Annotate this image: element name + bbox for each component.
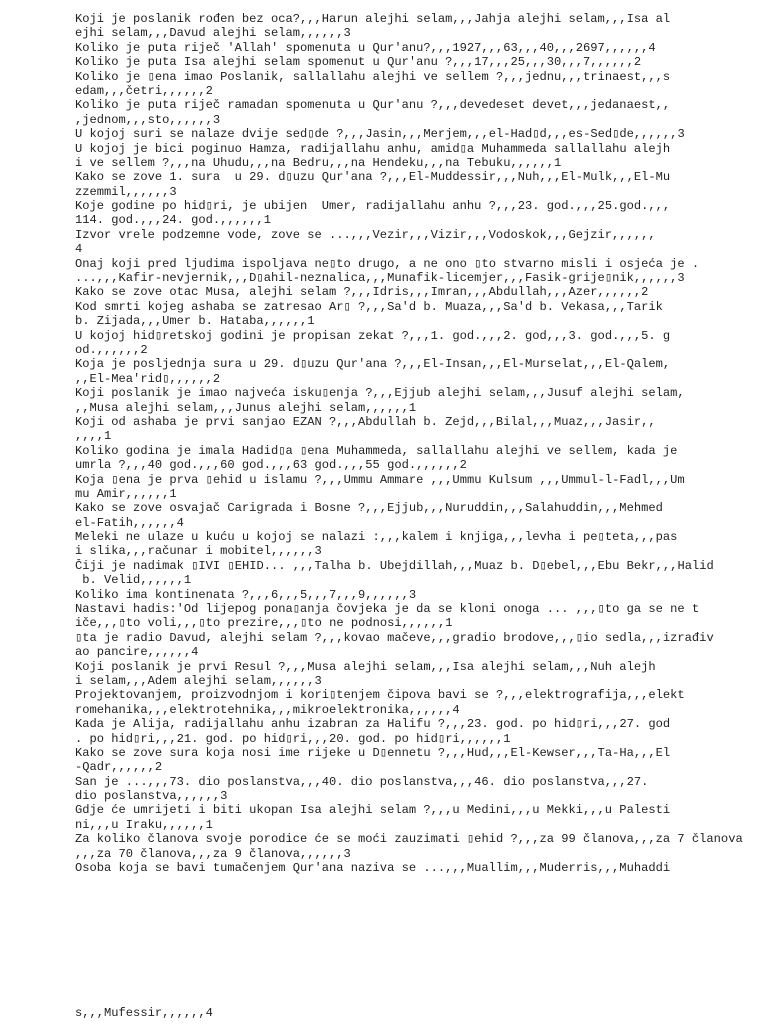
text-line: Koji od ashaba je prvi sanjao EZAN ?,,,Abdullah b. Zejd,,,Bilal,,,Muaz,,,Jasir,, xyxy=(75,414,656,429)
text-line: Koliko je puta riječ 'Allah' spomenuta u Qur'anu?,,,1927,,,63,,,40,,,2697,,,,,,4 xyxy=(75,40,656,55)
continuation-line: s,,,Mufessir,,,,,,4 xyxy=(75,1006,213,1020)
text-line: Kako se zove sura koja nosi ime rijeke u D▯ennetu ?,,,Hud,,,El-Kewser,,,Ta-Ha,,,El xyxy=(75,745,671,760)
text-line: Koliko godina je imala Hadid▯a ▯ena Muhammeda, sallallahu alejhi ve sellem, kada je xyxy=(75,443,678,458)
text-line: -Qadr,,,,,,2 xyxy=(75,760,163,775)
text-line: Koje godine po hid▯ri, je ubijen Umer, radijallahu anhu ?,,,23. god.,,,25.god.,,, xyxy=(75,199,671,214)
text-line: U kojoj suri se nalaze dvije sed▯de ?,,,Jasin,,,Merjem,,,el-Had▯d,,,es-Sed▯de,,,,,,3 xyxy=(75,127,685,142)
text-line: Koliko ima kontinenata ?,,,6,,,5,,,7,,,9,,,,,,3 xyxy=(75,587,417,602)
document-body xyxy=(75,12,765,875)
text-line: U kojoj je bici poginuo Hamza, radijallahu anhu, amid▯a Muhammeda sallallahu alejh xyxy=(75,141,671,156)
text-line: iče,,,▯to voli,,,▯to prezire,,,▯to ne podnosi,,,,,,1 xyxy=(75,616,453,631)
text-line: Za koliko članova svoje porodice će se moći zauzimati ▯ehid ?,,,za 99 članova,,,za 7 članova xyxy=(75,832,743,847)
text-line: Izvor vrele podzemne vode, zove se ...,,,Vezir,,,Vizir,,,Vodoskok,,,Gejzir,,,,,, xyxy=(75,227,656,242)
text-line: Meleki ne ulaze u kuću u kojoj se nalazi :,,,kalem i knjiga,,,levha i pe▯teta,,,pas xyxy=(75,530,678,545)
text-line: Koji poslanik je imao najveća isku▯enja ?,,,Ejjub alejhi selam,,,Jusuf alejhi selam, xyxy=(75,386,685,401)
text-line: Koji je poslanik rođen bez oca?,,,Harun alejhi selam,,,Jahja alejhi selam,,,Isa al xyxy=(75,12,671,26)
text-line: Gdje će umrijeti i biti ukopan Isa alejhi selam ?,,,u Medini,,,u Mekki,,,u Palesti xyxy=(75,803,671,818)
text-line: Čiji je nadimak ▯IVI ▯EHID... ,,,Talha b. Ubejdillah,,,Muaz b. D▯ebel,,,Ebu Bekr,,,Halid xyxy=(75,558,714,573)
text-line: . po hid▯ri,,,21. god. po hid▯ri,,,20. god. po hid▯ri,,,,,,1 xyxy=(75,731,511,746)
text-line: Koja je posljednja sura u 29. d▯uzu Qur'ana ?,,,El-Insan,,,El-Murselat,,,El-Qalem, xyxy=(75,357,671,372)
text-line: U kojoj hid▯retskoj godini je propisan zekat ?,,,1. god.,,,2. god,,,3. god.,,,5. g xyxy=(75,328,671,343)
text-line: ,,,za 70 članova,,,za 9 članova,,,,,,3 xyxy=(75,846,351,861)
text-line: Kako se zove 1. sura u 29. d▯uzu Qur'ana ?,,,El-Muddessir,,,Nuh,,,El-Mulk,,,El-Mu xyxy=(75,170,671,185)
text-line: ▯ta je radio Davud, alejhi selam ?,,,kovao mačeve,,,gradio brodove,,,▯io sedla,,,izrađiv xyxy=(75,630,714,645)
text-line: od.,,,,,,2 xyxy=(75,342,148,357)
text-line: ejhi selam,,,Davud alejhi selam,,,,,,3 xyxy=(75,26,351,41)
text-line: umrla ?,,,40 god.,,,60 god.,,,63 god.,,,55 god.,,,,,,2 xyxy=(75,458,467,473)
text-line: Kako se zove osvajač Carigrada i Bosne ?,,,Ejjub,,,Nuruddin,,,Salahuddin,,,Mehmed xyxy=(75,501,663,516)
text-line: Koliko je ▯ena imao Poslanik, sallallahu alejhi ve sellem ?,,,jednu,,,trinaest,,,s xyxy=(75,69,671,84)
text-line: ,,El-Mea'rid▯,,,,,,2 xyxy=(75,371,221,386)
text-line: i selam,,,Adem alejhi selam,,,,,,3 xyxy=(75,673,322,688)
text-line: el-Fatih,,,,,,4 xyxy=(75,515,184,530)
text-line: i ve sellem ?,,,na Uhudu,,,na Bedru,,,na Hendeku,,,na Tebuku,,,,,,1 xyxy=(75,155,562,170)
text-line: zzemmil,,,,,,3 xyxy=(75,184,177,199)
text-line: Koja ▯ena je prva ▯ehid u islamu ?,,,Ummu Ammare ,,,Ummu Kulsum ,,,Ummul-l-Fadl,,,Um xyxy=(75,472,685,487)
text-line: Osoba koja se bavi tumačenjem Qur'ana naziva se ...,,,Muallim,,,Muderris,,,Muhaddi xyxy=(75,861,671,876)
text-line: ...,,,Kafir-nevjernik,,,D▯ahil-neznalica,,,Munafik-licemjer,,,Fasik-grije▯nik,,,,,,3 xyxy=(75,271,685,286)
text-line: Koji poslanik je prvi Resul ?,,,Musa alejhi selam,,,Isa alejhi selam,,,Nuh alejh xyxy=(75,659,656,674)
text-line: Nastavi hadis:'Od lijepog pona▯anja čovjeka je da se kloni onoga ... ,,,▯to ga se ne t xyxy=(75,602,700,617)
text-line: Kod smrti kojeg ashaba se zatresao Ar▯ ?,,,Sa'd b. Muaza,,,Sa'd b. Vekasa,,,Tarik xyxy=(75,299,663,314)
text-line: 4 xyxy=(75,242,83,257)
text-line: b. Velid,,,,,,1 xyxy=(75,573,192,588)
text-line: ,,Musa alejhi selam,,,Junus alejhi selam,,,,,,1 xyxy=(75,400,417,415)
text-line: San je ...,,,73. dio poslanstva,,,40. dio poslanstva,,,46. dio poslanstva,,,27. xyxy=(75,774,649,789)
text-line: Projektovanjem, proizvodnjom i kori▯tenjem čipova bavi se ?,,,elektrografija,,,elekt xyxy=(75,688,685,703)
text-line: b. Zijada,,,Umer b. Hataba,,,,,,1 xyxy=(75,314,315,329)
text-line: ,,,,1 xyxy=(75,429,112,444)
text-line: Koliko je puta riječ ramadan spomenuta u Qur'anu ?,,,devedeset devet,,,jedanaest,, xyxy=(75,98,671,113)
text-line: mu Amir,,,,,,1 xyxy=(75,486,177,501)
text-line: Kako se zove otac Musa, alejhi selam ?,,,Idris,,,Imran,,,Abdullah,,,Azer,,,,,,2 xyxy=(75,285,649,300)
text-line: ao pancire,,,,,,4 xyxy=(75,645,199,660)
text-line: ni,,,u Iraku,,,,,,1 xyxy=(75,817,213,832)
text-line: Kada je Alija, radijallahu anhu izabran za Halifu ?,,,23. god. po hid▯ri,,,27. god xyxy=(75,717,671,732)
text-line: dio poslanstva,,,,,,3 xyxy=(75,789,228,804)
text-line: Koliko je puta Isa alejhi selam spomenut u Qur'anu ?,,,17,,,25,,,30,,,7,,,,,,2 xyxy=(75,55,642,70)
text-line: Onaj koji pred ljudima ispoljava ne▯to drugo, a ne ono ▯to stvarno misli i osjeća je . xyxy=(75,256,700,271)
text-line: edam,,,četri,,,,,,2 xyxy=(75,83,213,98)
text-line: romehanika,,,elektrotehnika,,,mikroelektronika,,,,,,4 xyxy=(75,702,460,717)
text-line: ,jednom,,,sto,,,,,,3 xyxy=(75,112,221,127)
text-line: 114. god.,,,24. god.,,,,,,1 xyxy=(75,213,271,228)
text-line: i slika,,,računar i mobitel,,,,,,3 xyxy=(75,544,322,559)
